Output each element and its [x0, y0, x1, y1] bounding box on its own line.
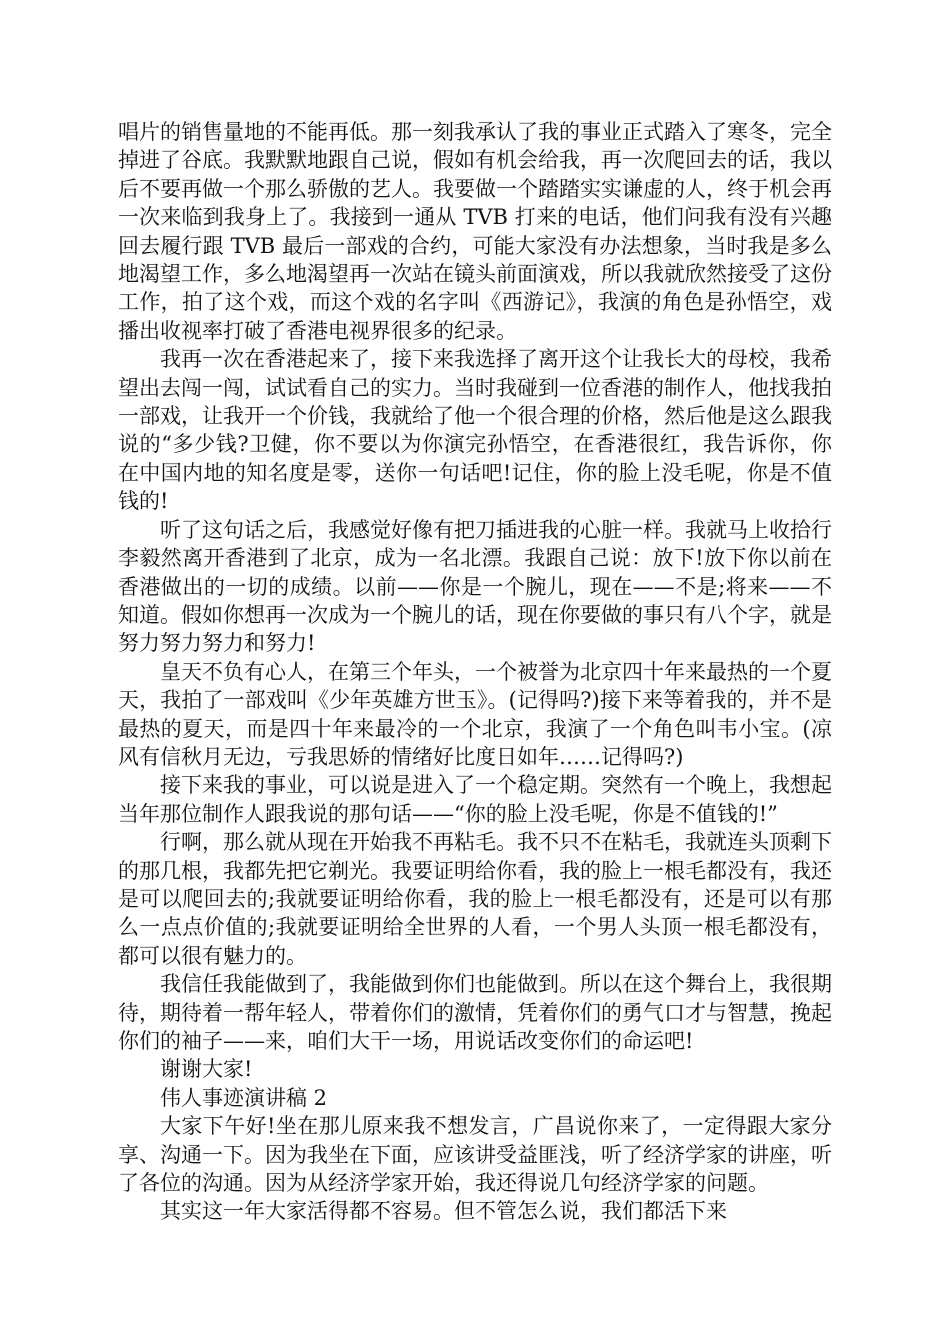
paragraph-5: 接下来我的事业，可以说是进入了一个稳定期。突然有一个晚上，我想起当年那位制作人跟我说的那句话——“你的脸上没毛呢，你是不值钱的!”	[118, 773, 832, 826]
paragraph-8: 大家下午好!坐在那儿原来我不想发言，广昌说你来了，一定得跟大家分享、沟通一下。因为我坐在下面，应该讲受益匪浅，听了经济学家的讲座，听了各位的沟通。因为从经济学家开始，我还得说几句经济学家的问题。	[118, 1114, 832, 1196]
paragraph-2: 我再一次在香港起来了，接下来我选择了离开这个让我长大的母校，我希望出去闯一闯，试试看自己的实力。当时我碰到一位香港的制作人，他找我拍一部戏，让我开一个价钱，我就给了他一个很合理的价格，然后他是这么跟我说的“多少钱?卫健，你不要以为你演完孙悟空，在香港很红，我告诉你，你在中国内地的知名度是零，送你一句话吧!记住，你的脸上没毛呢，你是不值钱的!	[118, 347, 832, 514]
paragraph-4: 皇天不负有心人，在第三个年头，一个被誉为北京四十年来最热的一个夏天，我拍了一部戏叫《少年英雄方世玉》。(记得吗?)接下来等着我的，并不是最热的夏天，而是四十年来最冷的一个北京，我演了一个角色叫韦小宝。(凉风有信秋月无边，亏我思娇的情绪好比度日如年……记得吗?)	[118, 659, 832, 769]
paragraph-7: 我信任我能做到了，我能做到你们也能做到。所以在这个舞台上，我很期待，期待着一帮年轻人，带着你们的激情，凭着你们的勇气口才与智慧，挽起你们的袖子——来，咱们大干一场，用说话改变你们的命运吧!	[118, 972, 832, 1053]
document-page	[118, 118, 832, 1226]
paragraph-9: 其实这一年大家活得都不容易。但不管怎么说，我们都活下来	[160, 1199, 727, 1224]
closing-thanks: 谢谢大家!	[160, 1057, 253, 1082]
paragraph-3: 听了这句话之后，我感觉好像有把刀插进我的心脏一样。我就马上收拾行李毅然离开香港到了北京，成为一名北漂。我跟自己说：放下!放下你以前在香港做出的一切的成绩。以前——你是一个腕儿，现在——不是;将来——不知道。假如你想再一次成为一个腕儿的话，现在你要做的事只有八个字，就是努力努力努力和努力!	[118, 517, 832, 656]
paragraph-6: 行啊，那么就从现在开始我不再粘毛。我不只不在粘毛，我就连头顶剩下的那几根，我都先把它剃光。我要证明给你看，我的脸上一根毛都没有，我还是可以爬回去的;我就要证明给你看，我的脸上一根毛都没有，还是可以有那么一点点价值的;我就要证明给全世界的人看，一个男人头顶一根毛都没有，都可以很有魅力的。	[118, 830, 832, 968]
section-heading: 伟人事迹演讲稿 2	[160, 1085, 328, 1110]
paragraph-1: 唱片的销售量地的不能再低。那一刻我承认了我的事业正式踏入了寒冬，完全掉进了谷底。我默默地跟自己说，假如有机会给我，再一次爬回去的话，我以后不要再做一个那么骄傲的艺人。我要做一个踏踏实实谦虚的人，终于机会再一次来临到我身上了。我接到一通从 TVB 打来的电话，他们问我有没有兴趣回去履行跟 TVB 最后一部戏的合约，可能大家没有办法想象，当时我是多么地渴望工作，多么地渴望再一次站在镜头前面演戏，所以我就欣然接受了这份工作，拍了这个戏，而这个戏的名字叫《西游记》，我演的角色是孙悟空，戏播出收视率打破了香港电视界很多的纪录。	[118, 120, 832, 343]
